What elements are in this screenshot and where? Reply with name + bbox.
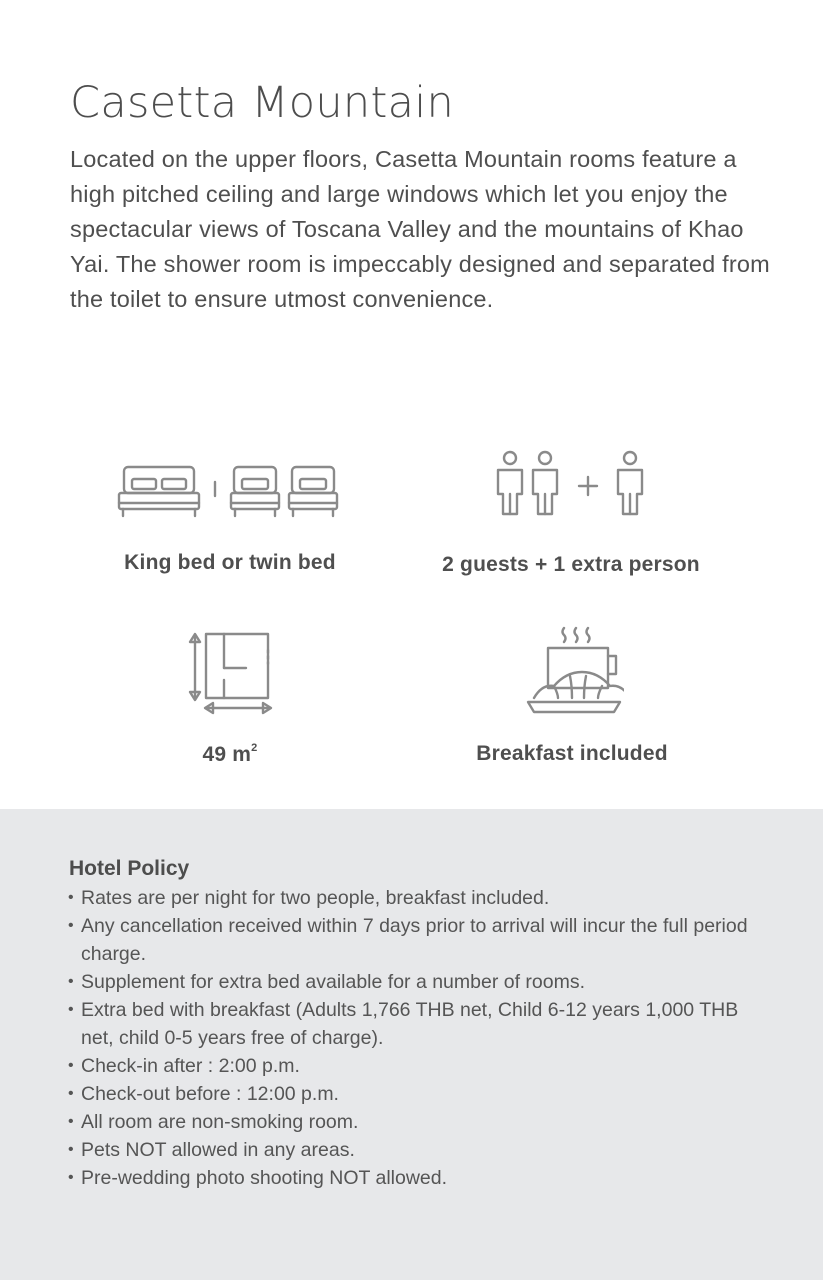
policy-item: • Rates are per night for two people, breakfast included. (68, 884, 768, 912)
breakfast-icon (524, 624, 624, 720)
room-description: Located on the upper floors, Casetta Mountain rooms feature a high pitched ceiling and large windows which let you enjoy the spectacular views of Toscana Valley and the mountains of Khao Yai. The shower room is impeccably designed and separated from the toilet to ensure utmost convenience. (70, 146, 770, 312)
policy-title: Hotel Policy (69, 857, 190, 880)
policy-item: • Extra bed with breakfast (Adults 1,766 THB net, Child 6-12 years 1,000 THB net, child 0-5 years free of charge). (68, 996, 768, 1052)
policy-item: • All room are non-smoking room. (68, 1108, 768, 1136)
policy-item: • Pets NOT allowed in any areas. (68, 1136, 768, 1164)
policy-item: • Check-in after : 2:00 p.m. (68, 1052, 768, 1080)
policy-item: • Supplement for extra bed available for a number of rooms. (68, 968, 768, 996)
bed-icon (116, 462, 344, 522)
room-size-label (130, 742, 330, 767)
room-size-unit-superscript: 2 (251, 742, 258, 754)
floorplan-icon (186, 630, 276, 718)
room-title: Casetta Mountain (70, 78, 455, 128)
guests-label: 2 guests + 1 extra person (442, 553, 700, 576)
guests-icon (490, 448, 650, 520)
policy-item: • Check-out before : 12:00 p.m. (68, 1080, 768, 1108)
policy-item: • Pre-wedding photo shooting NOT allowed. (68, 1164, 768, 1192)
room-size-value: 49 m (202, 743, 252, 766)
policy-item: • Any cancellation received within 7 days prior to arrival will incur the full period charge. (68, 912, 768, 968)
policy-list (68, 884, 768, 1192)
breakfast-label: Breakfast included (476, 742, 668, 765)
bed-label: King bed or twin bed (124, 551, 336, 574)
